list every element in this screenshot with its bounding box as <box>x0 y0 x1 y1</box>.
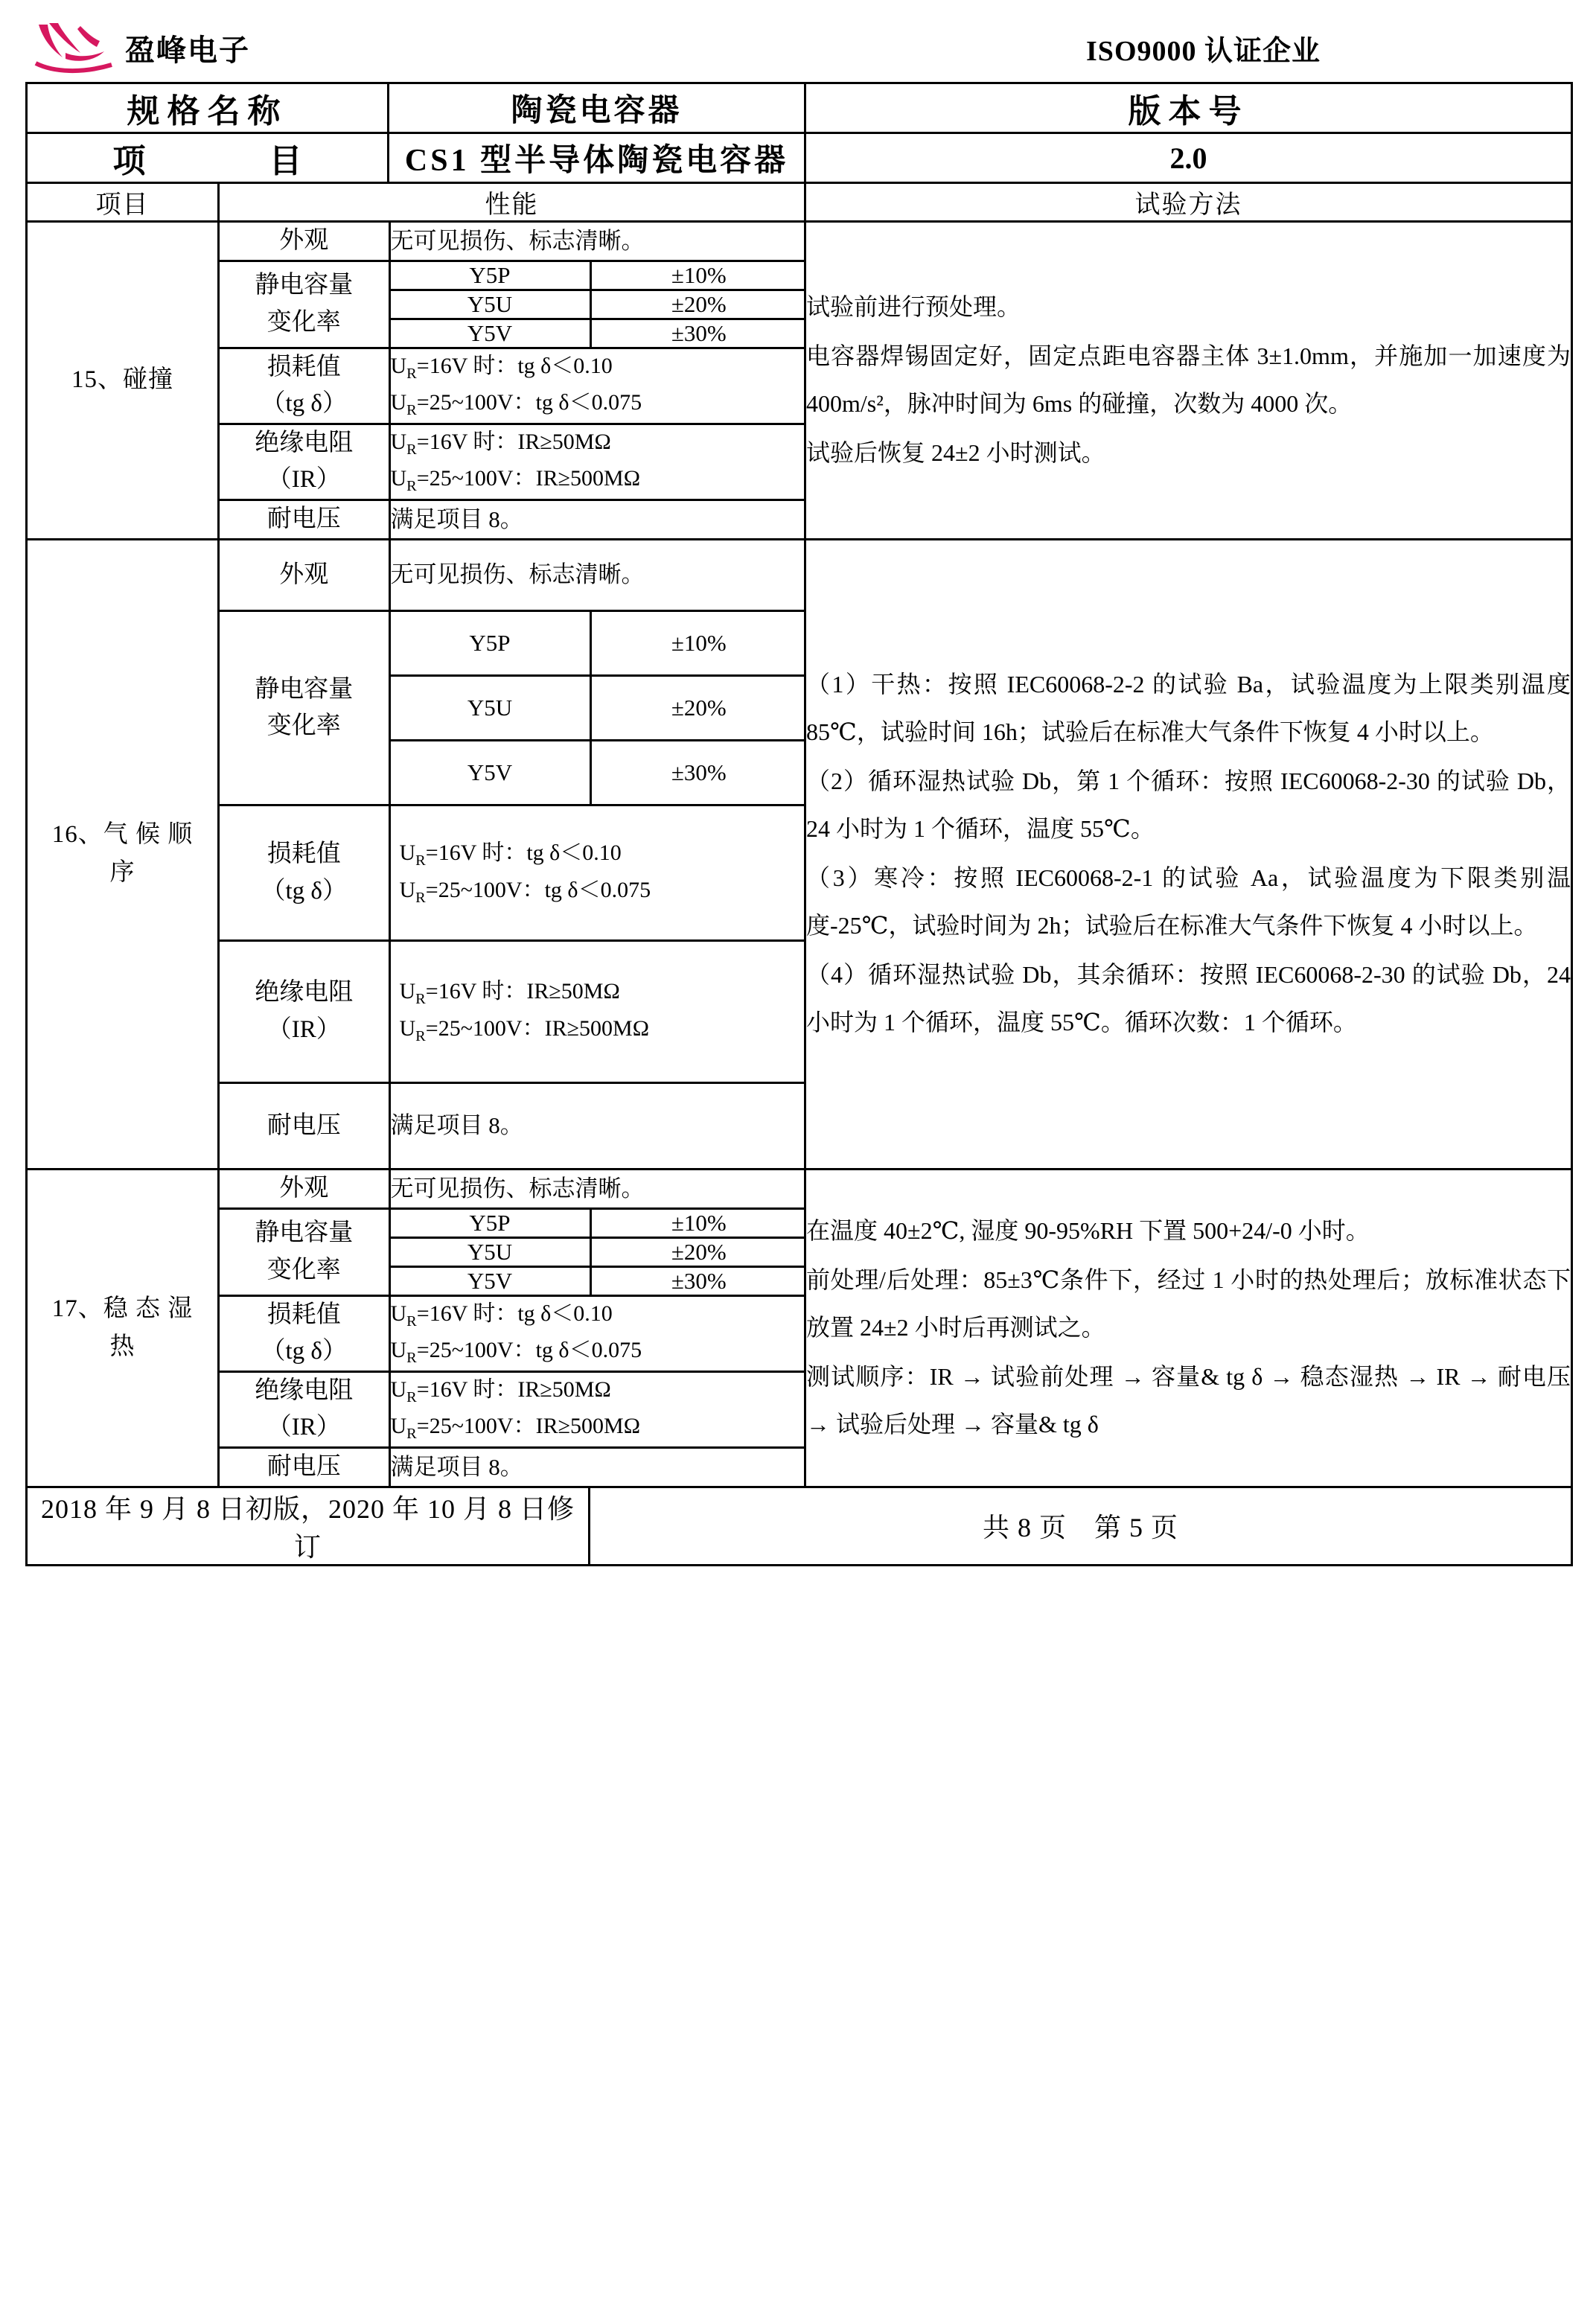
column-header-item: 项目 <box>27 183 219 222</box>
perf-value: 无可见损伤、标志清晰。 <box>389 1170 806 1208</box>
perf-grid-val: ±30% <box>590 319 806 348</box>
row-item-no: 16、气 候 顺 序 <box>27 539 219 1170</box>
column-header-performance: 性能 <box>219 183 805 222</box>
perf-label: 损耗值 （tg δ） <box>220 805 389 941</box>
perf-value: $U_R=16V$ 时：IR≥50MΩ $U_R=25\sim 100V$：IR≥500MΩ <box>389 1371 806 1447</box>
title-row-item <box>27 133 1572 183</box>
perf-label: 耐电压 <box>220 1448 389 1486</box>
perf-value: $U_R=16V$ 时：tg δ＜0.10 $U_R=25\sim 100V$：tg δ＜0.075 <box>389 348 806 424</box>
perf-label: 外观 <box>220 223 389 261</box>
perf-row-capacitance <box>220 1208 806 1237</box>
method-paragraph: 试验前进行预处理。 <box>806 293 1021 320</box>
perf-row-insulation <box>220 941 806 1082</box>
perf-label: 绝缘电阻 （IR） <box>220 1371 389 1447</box>
perf-value: 满足项目 8。 <box>389 1448 806 1486</box>
spec-table <box>25 82 1573 1566</box>
perf-grid-key: Y5U <box>389 1237 590 1266</box>
perf-row-appearance <box>220 223 806 261</box>
row-method-block <box>805 1170 1572 1487</box>
perf-label: 耐电压 <box>220 1082 389 1168</box>
perf-row-capacitance <box>220 261 806 290</box>
perf-row-appearance <box>220 1170 806 1208</box>
spec-name-label: 规格名称 <box>27 83 389 133</box>
perf-row-dissipation <box>220 348 806 424</box>
perf-value: 满足项目 8。 <box>389 1082 806 1168</box>
company-name: 盈峰电子 <box>125 33 250 67</box>
method-paragraph: （1）干热：按照 IEC60068-2-2 的试验 Ba，试验温度为上限类别温度 85℃，试验时间 16h；试验后在标准大气条件下恢复 4 小时以上。 <box>806 671 1571 746</box>
method-paragraph: （2）循环湿热试验 Db，第 1 个循环：按照 IEC60068-2-30 的试验 Db，24 小时为 1 个循环，温度 55℃。 <box>806 768 1571 843</box>
item-value: CS1 型半导体陶瓷电容器 <box>389 133 805 183</box>
table-row <box>27 539 1572 1170</box>
row-method-block <box>805 539 1572 1170</box>
perf-label: 外观 <box>220 540 389 611</box>
page-number: 共 8 页 第 5 页 <box>590 1487 1572 1565</box>
revision-note: 2018 年 9 月 8 日初版，2020 年 10 月 8 日修订 <box>27 1487 590 1565</box>
method-paragraph: 试验后恢复 24±2 小时测试。 <box>806 438 1105 466</box>
perf-label: 静电容量 变化率 <box>220 261 389 348</box>
perf-value: $U_R=16V$ 时：IR≥50MΩ $U_R=25\sim 100V$：IR≥500MΩ <box>389 424 806 500</box>
column-header-row <box>27 183 1572 222</box>
column-header-method: 试验方法 <box>805 183 1572 222</box>
perf-label: 损耗值 （tg δ） <box>220 1295 389 1371</box>
footer-row <box>27 1487 1572 1565</box>
method-paragraph: （3）寒冷：按照 IEC60068-2-1 的试验 Aa，试验温度为下限类别温度-25℃，试验时间为 2h；试验后在标准大气条件下恢复 4 小时以上。 <box>806 864 1571 939</box>
perf-grid-key: Y5V <box>389 319 590 348</box>
item-label: 项 目 <box>27 133 389 183</box>
perf-grid-key: Y5P <box>389 261 590 290</box>
method-paragraph: 前处理/后处理：85±3℃条件下，经过 1 小时的热处理后；放标准状态下放置 24±2 小时后再测试之。 <box>806 1266 1571 1341</box>
row-item-no: 17、稳 态 湿 热 <box>27 1170 219 1487</box>
perf-row-dissipation <box>220 1295 806 1371</box>
perf-value: $U_R=16V$ 时：tg δ＜0.10 $U_R=25\sim 100V$：tg δ＜0.075 <box>389 805 806 941</box>
perf-label: 绝缘电阻 （IR） <box>220 941 389 1082</box>
perf-value: 满足项目 8。 <box>389 500 806 538</box>
perf-grid-key: Y5P <box>389 611 590 676</box>
perf-value: 无可见损伤、标志清晰。 <box>389 223 806 261</box>
perf-grid-val: ±10% <box>590 1208 806 1237</box>
perf-row-appearance <box>220 540 806 611</box>
perf-grid-val: ±30% <box>590 1266 806 1295</box>
method-paragraph: 在温度 40±2℃, 湿度 90-95%RH 下置 500+24/-0 小时。 <box>806 1216 1370 1244</box>
perf-row-insulation <box>220 424 806 500</box>
row-performance-block <box>219 222 805 540</box>
method-paragraph: 测试顺序：IR → 试验前处理 → 容量& tg δ → 稳态湿热 → IR → 耐电压 → 试验后处理 → 容量& tg δ <box>806 1362 1571 1438</box>
perf-row-withstand <box>220 1448 806 1486</box>
perf-row-withstand <box>220 1082 806 1168</box>
document-header <box>25 13 1571 82</box>
version-label: 版本号 <box>805 83 1572 133</box>
perf-grid-key: Y5V <box>389 741 590 805</box>
perf-row-capacitance <box>220 611 806 676</box>
perf-grid-val: ±20% <box>590 676 806 741</box>
row-item-no: 15、碰撞 <box>27 222 219 540</box>
perf-grid-key: Y5U <box>389 290 590 319</box>
perf-grid-val: ±20% <box>590 290 806 319</box>
perf-label: 外观 <box>220 1170 389 1208</box>
perf-grid-key: Y5U <box>389 676 590 741</box>
yh-logo-icon <box>33 19 121 77</box>
method-paragraph: （4）循环湿热试验 Db，其余循环：按照 IEC60068-2-30 的试验 Db，24 小时为 1 个循环，温度 55℃。循环次数：1 个循环。 <box>806 961 1571 1036</box>
perf-label: 耐电压 <box>220 500 389 538</box>
perf-value: $U_R=16V$ 时：IR≥50MΩ $U_R=25\sim 100V$：IR≥500MΩ <box>389 941 806 1082</box>
spec-name-value: 陶瓷电容器 <box>389 83 805 133</box>
perf-row-withstand <box>220 500 806 538</box>
iso-certification-text: ISO9000 认证企业 <box>1086 35 1321 67</box>
perf-grid-key: Y5P <box>389 1208 590 1237</box>
perf-grid-val: ±10% <box>590 261 806 290</box>
perf-label: 损耗值 （tg δ） <box>220 348 389 424</box>
perf-grid-val: ±30% <box>590 741 806 805</box>
table-row <box>27 222 1572 540</box>
row-performance-block <box>219 539 805 1170</box>
method-paragraph: 电容器焊锡固定好，固定点距电容器主体 3±1.0mm，并施加一加速度为 400m/s²，脉冲时间为 6ms 的碰撞，次数为 4000 次。 <box>806 342 1571 417</box>
title-row-spec <box>27 83 1572 133</box>
perf-label: 静电容量 变化率 <box>220 611 389 805</box>
row-performance-block <box>219 1170 805 1487</box>
version-value: 2.0 <box>805 133 1572 183</box>
perf-value: 无可见损伤、标志清晰。 <box>389 540 806 611</box>
table-row <box>27 1170 1572 1487</box>
perf-grid-key: Y5V <box>389 1266 590 1295</box>
perf-row-dissipation <box>220 805 806 941</box>
perf-grid-val: ±10% <box>590 611 806 676</box>
perf-label: 静电容量 变化率 <box>220 1208 389 1295</box>
perf-row-insulation <box>220 1371 806 1447</box>
row-method-block <box>805 222 1572 540</box>
perf-grid-val: ±20% <box>590 1237 806 1266</box>
perf-label: 绝缘电阻 （IR） <box>220 424 389 500</box>
perf-value: $U_R=16V$ 时：tg δ＜0.10 $U_R=25\sim 100V$：tg δ＜0.075 <box>389 1295 806 1371</box>
